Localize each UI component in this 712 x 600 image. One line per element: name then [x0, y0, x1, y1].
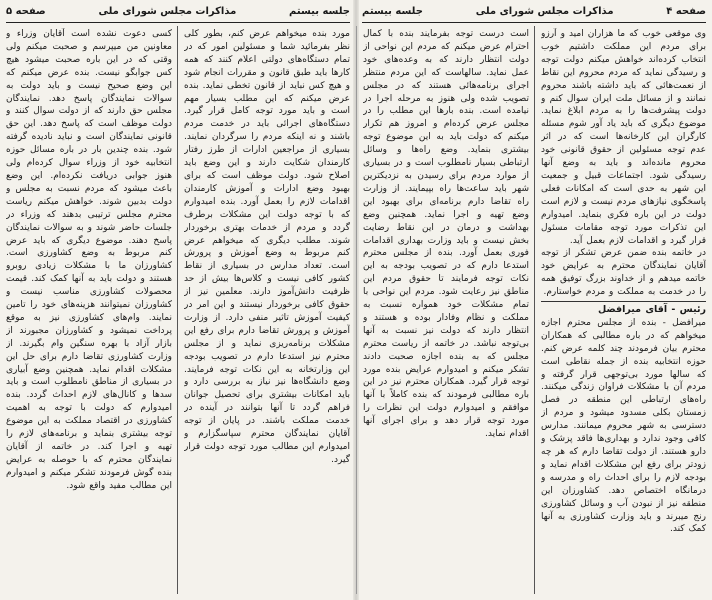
right-page-number: صفحه ۴	[666, 5, 706, 17]
right-header-rule	[362, 22, 706, 23]
column-1-paragraph-2: در خاتمه بنده ضمن عرض تشکر از توجه آقایان نمایندگان محترم به عرایض خود خاتمه میدهم و از خداوند بزرگ توفیق همه را در خدمت به مملکت و مردم خواستارم.	[541, 248, 706, 298]
column-1-paragraph-1: وی موقعی خوب که ما هزاران امید و آرزو برای مردم این مملکت داشتیم خوب انتخاب کرده‌اند خواهش میکنم دولت توجه و رسیدگی نماید که مردم محروم این نقاط از نعمت‌هائی که باید داشته باشند محروم نمانند و از مسائل ملت ایران سوال کنم و دولت پیشرفت‌ها را به مردم ابلاغ نماید. موضوع دیگری که باید یاد آور شوم مسئله کارگران این کارخانه‌ها است که در اثر عدم توجه مسئولین از حقوق قانونی خود محروم مانده‌اند و باید به وضع آنها رسیدگی شود. اجتماعات قبیل و جمعیت این شهر به حدی است که امکانات فعلی پاسخگوی نیازهای مردم نیست و لازم است دولت در این باره فکری بنماید. امیدوارم این تذکرات مورد توجه مقامات مسئول قرار گیرد و اقدامات لازم بعمل آید.	[541, 29, 706, 246]
speaker-heading: رئیس - آقای میرافضل	[598, 304, 706, 316]
column-4-paragraph-1: کسی دعوت نشده است آقایان وزراء و معاونین من میپرسم و صحبت میکنم ولی وقتی که در این باره صحبت میشود هیچ کس جوابگو نیست. بنده عرض میکنم که این وضع صحیح نیست و باید دولت به سوالات نمایندگان پاسخ دهد. نمایندگان مجلس حق دارند که از دولت سوال کنند و دولت موظف است که پاسخ دهد. این حق قانونی نمایندگان است و نباید نادیده گرفته شود. بنده چندین بار در باره مسائل حوزه انتخابیه خود از وزراء سوال کرده‌ام ولی هنوز جوابی دریافت نکرده‌ام. این وضع باعث میشود که مردم نسبت به مجلس و دولت بدبین شوند. خواهش میکنم ریاست محترم مجلس ترتیبی بدهند که وزراء در جلسات حاضر شوند و به سوالات نمایندگان پاسخ دهند. موضوع دیگری که باید عرض کنم مربوط به وضع کشاورزی است. کشاورزان ما با مشکلات زیادی روبرو هستند و دولت باید به آنها کمک کند. قیمت محصولات کشاورزی مناسب نیست و کشاورزان نمیتوانند هزینه‌های خود را تامین نمایند. وام‌های کشاورزی نیز به موقع پرداخت نمیشود و کشاورزان مجبورند از بازار آزاد با بهره سنگین وام بگیرند. از وزارت کشاورزی تقاضا دارم برای حل این مشکلات اقدام نماید. همچنین وضع آبیاری در بسیاری از مناطق نامطلوب است و باید سدها و کانال‌های لازم احداث گردد. بنده امیدوارم که دولت با توجه به اهمیت کشاورزی در اقتصاد مملکت به این موضوع توجه بیشتری بنماید و برنامه‌های لازم را تهیه و اجرا کند. در خاتمه از آقایان نمایندگان محترم که با حوصله به عرایض بنده گوش فرمودند تشکر میکنم و امیدوارم این مطالب مفید واقع شود.	[6, 29, 172, 491]
left-page-session: جلسه بیستم	[289, 5, 350, 17]
column-divider-1	[534, 26, 535, 594]
column-1-paragraph-3: میرافضل - بنده از مجلس محترم اجازه میخواهم که در باره مطالبی که همکاران محترم بیان فرمودند چند کلمه عرض کنم. حوزه انتخابیه بنده از جمله نقاطی است که سالها مورد بی‌توجهی قرار گرفته و مردم آن با مشکلات فراوان زندگی میکنند. راه‌های ارتباطی این منطقه در فصل زمستان بکلی مسدود میشود و مردم از دسترسی به شهر محروم میمانند. مدارس کافی وجود ندارد و بهداری‌ها فاقد پزشک و دارو هستند. از دولت تقاضا دارم که هر چه زودتر برای رفع این مشکلات اقدام نماید و بودجه لازم را برای احداث راه و مدرسه و درمانگاه اختصاص دهد. کشاورزان این منطقه نیز از نبودن آب و وسائل کشاورزی رنج میبرند و باید وزارت کشاورزی به آنها کمک کند.	[541, 317, 706, 535]
text-column-2	[363, 28, 529, 594]
right-page-session: جلسه بیستم	[362, 5, 423, 17]
column-2-paragraph-1: است درست توجه بفرمایند بنده با کمال احترام عرض میکنم که مردم این نواحی از دولت انتظار دارند که به وعده‌های خود عمل نماید. سالهاست که این مردم منتظر اجرای برنامه‌هائی هستند که در مجلس تصویب شده ولی هنوز به مرحله اجرا در نیامده است. بنده بارها این مطلب را در مجلس عرض کرده‌ام و امروز هم تکرار میکنم که دولت باید به این موضوع توجه بیشتری بنماید. وضع راه‌ها و وسائل ارتباطی بسیار نامطلوب است و در بسیاری از موارد مردم برای رسیدن به نزدیکترین شهر باید ساعت‌ها راه بپیمایند. از وزارت راه تقاضا دارم برنامه‌ای برای بهبود این وضع تهیه و اجرا نماید. همچنین وضع بهداشت و درمان در این نقاط رضایت بخش نیست و باید وزارت بهداری اقدامات فوری بعمل آورد. بنده از مجلس محترم استدعا دارم که در تصویب بودجه به این نکات توجه فرمایند تا حقوق مردم این مناطق نیز رعایت شود. مردم این نواحی با تمام مشکلات خود همواره نسبت به مملکت و نظام وفادار بوده و هستند و انتظار دارند که دولت نیز نسبت به آنها بی‌توجه نباشد. در خاتمه از ریاست محترم مجلس که به بنده اجازه صحبت دادند تشکر میکنم و امیدوارم عرایض بنده مورد توجه قرار گیرد. همکاران محترم نیز در این باره مطالبی فرمودند که بنده کاملاً با آنها موافقم و امیدوارم دولت این نظرات را مورد توجه قرار دهد و برای اجرای آنها اقدام نماید.	[363, 29, 529, 440]
column-3-paragraph-1: مورد بنده میخواهم عرض کنم، بطور کلی نظر بفرمائید شما و مسئولین امور که در تمام دستگاه‌های دولتی اعلام کنند که همه کارها باید طبق قانون و مقررات انجام شود و هیچ کس نباید از قانون تخطی نماید. بنده عرض میکنم که این مطلب بسیار مهم است و باید مورد توجه کامل قرار گیرد. دستگاه‌های اجرائی باید در خدمت مردم باشند و نه اینکه مردم را سرگردان نمایند. بسیاری از مراجعین ادارات از طرز رفتار کارمندان شکایت دارند و این وضع باید اصلاح شود. دولت موظف است که برای بهبود وضع ادارات و آموزش کارمندان اقدامات لازم را بعمل آورد. بنده امیدوارم که با توجه دولت این مشکلات برطرف گردد و مردم از خدمات بهتری برخوردار شوند. مطلب دیگری که میخواهم عرض کنم مربوط به وضع آموزش و پرورش است. تعداد مدارس در بسیاری از نقاط کشور کافی نیست و کلاس‌ها بیش از حد ظرفیت دانش‌آموز دارند. معلمین نیز از حقوق کافی برخوردار نیستند و این امر در کیفیت آموزش تاثیر منفی دارد. از وزارت آموزش و پرورش تقاضا دارم برای رفع این مشکلات برنامه‌ریزی نماید و از مجلس محترم نیز استدعا دارم در تصویب بودجه این وزارتخانه به این نکات توجه فرمایند. وضع دانشگاه‌ها نیز نیاز به بررسی دارد و باید امکانات بیشتری برای تحصیل جوانان فراهم گردد تا آنها بتوانند در آینده در خدمت مملکت باشند. در پایان از توجه آقایان نمایندگان محترم سپاسگزارم و امیدوارم این مطالب مورد توجه دولت قرار گیرد.	[184, 29, 350, 465]
column-divider-2	[356, 26, 357, 594]
left-page-number: صفحه ۵	[6, 5, 46, 17]
text-column-1	[541, 28, 706, 594]
right-page-title: مذاکرات مجلس شورای ملی	[475, 5, 614, 17]
speaker-divider	[541, 301, 706, 302]
right-page-header	[362, 0, 706, 22]
column-divider-3	[177, 26, 178, 594]
text-column-3	[184, 28, 350, 594]
text-column-4	[6, 28, 172, 594]
left-page-header	[6, 0, 350, 22]
left-page-title: مذاکرات مجلس شورای ملی	[98, 5, 237, 17]
left-header-rule	[6, 22, 350, 23]
